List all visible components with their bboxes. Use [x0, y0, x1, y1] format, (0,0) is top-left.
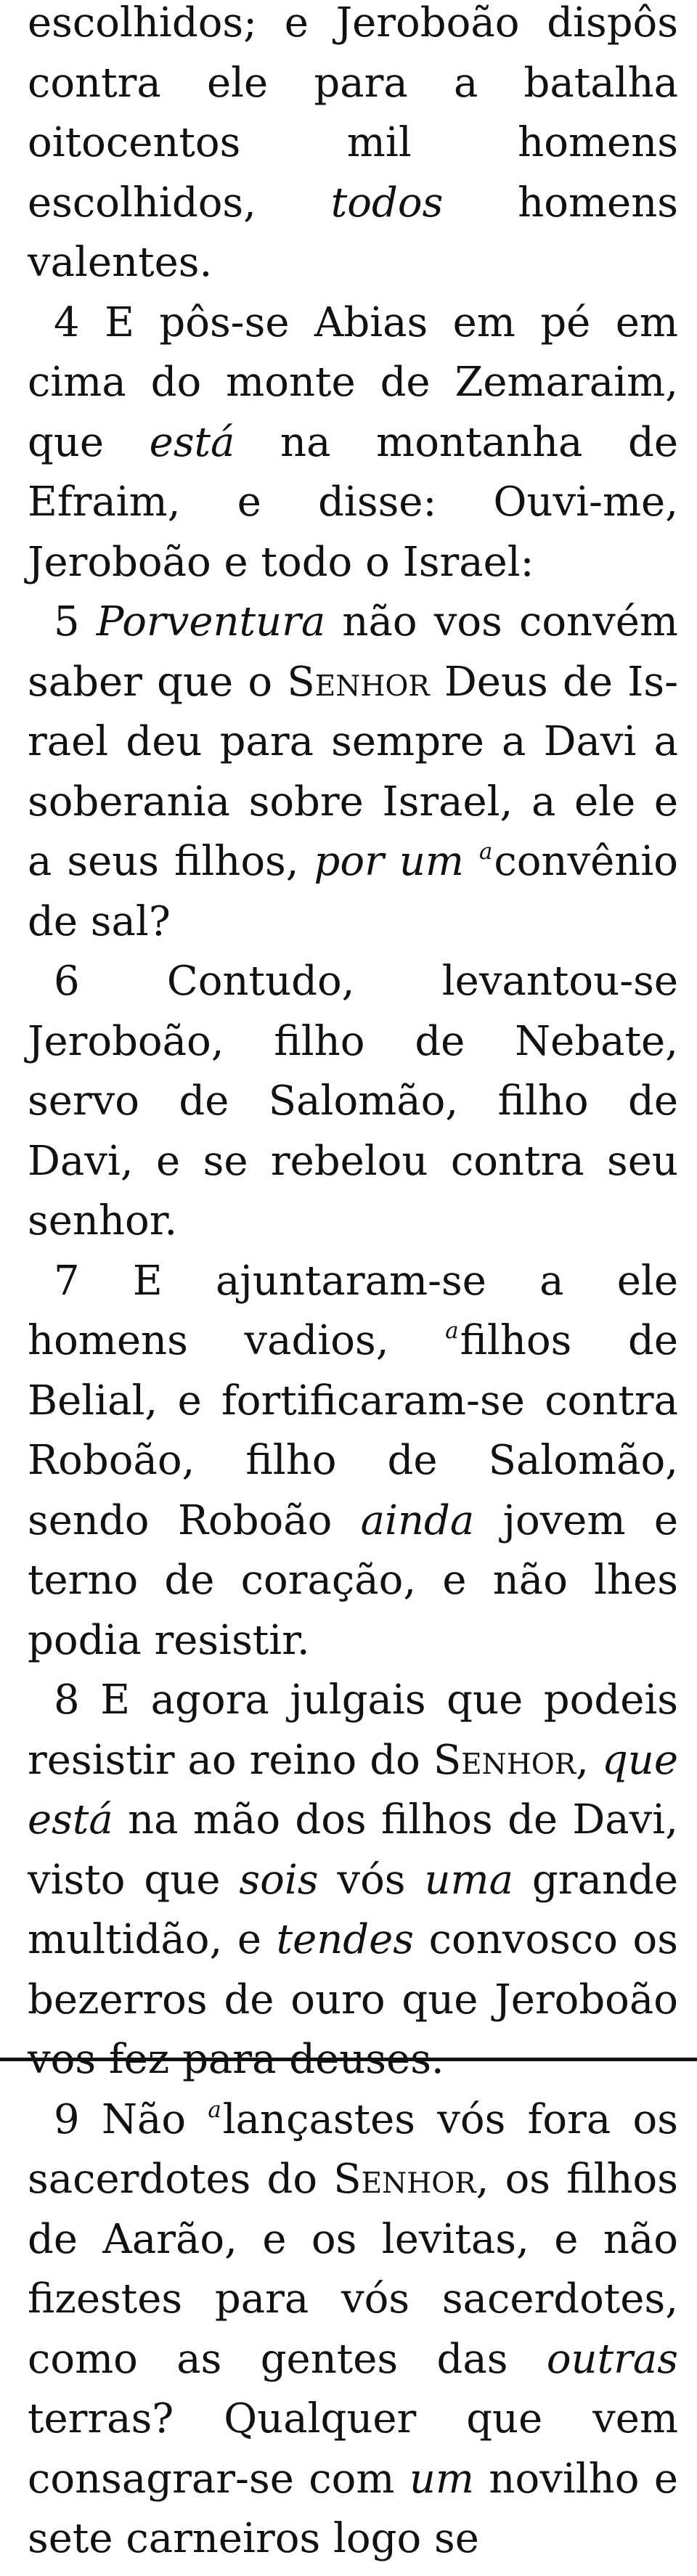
verse-7	[28, 1252, 678, 1671]
lord-small-caps: Senhor	[287, 658, 430, 706]
verse-text: na montanha de Efraim, e disse: Ouvi-me, Jeroboão e todo o Israel:	[28, 418, 679, 586]
verse-text: escolhidos; e Jeroboão dispôs contra ele para a batalha oitocentos mil homens escolhidos,	[28, 0, 678, 227]
verse-text: E agora julgais que podeis resistir ao reino do	[28, 1676, 678, 1784]
footnote-marker: a	[208, 2096, 221, 2123]
italic-text: ainda	[360, 1496, 475, 1544]
verse-number: 8	[54, 1676, 80, 1724]
italic-text: todos	[330, 179, 444, 227]
italic-text: outras	[546, 2335, 678, 2383]
verse-number: 6	[54, 958, 80, 1005]
verse-text: filhos de Belial, e fortificaram-se contra Roboão, filho de Salomão, sendo Roboão	[28, 1317, 678, 1544]
verse-text: não vos convém saber que o	[28, 598, 678, 706]
verse-text: E ajuntaram-se a ele homens vadios,	[28, 1257, 678, 1364]
verse-text: E pôs-se Abias em pé em cima do monte de Zemaraim, que	[28, 298, 678, 466]
footnote-marker: a	[478, 839, 493, 865]
italic-text: tendes	[276, 1916, 415, 1963]
verse-text: terras? Qualquer que vem consagrar-se com	[28, 2395, 678, 2503]
verse-6	[28, 952, 678, 1252]
verse-continuation	[28, 0, 678, 293]
verse-text: Deus de Israel deu para sempre a Davi a soberania sobre Israel, a ele e a seus filhos,	[28, 658, 678, 885]
verse-text: novilho e sete carneiros logo se	[28, 2455, 678, 2562]
verse-text: vós	[318, 1856, 425, 1904]
verse-number: 9	[54, 2095, 80, 2143]
verse-4	[28, 293, 678, 593]
verse-9	[28, 2090, 678, 2569]
verse-number: 5	[54, 598, 80, 645]
verse-text: convosco os bezerros de ouro que Jeroboão vos fez para deuses.	[28, 1916, 678, 2083]
verse-5	[28, 592, 678, 952]
verse-number: 7	[54, 1257, 80, 1305]
lord-small-caps: Senhor	[433, 1736, 576, 1784]
verse-8	[28, 1671, 678, 2090]
italic-text: uma	[424, 1856, 514, 1904]
italic-text: Porventura	[96, 598, 326, 645]
italic-text: está	[149, 418, 235, 466]
verse-text: convênio de sal?	[28, 838, 678, 945]
verse-text	[464, 838, 479, 885]
verse-text: grande multidão, e	[28, 1856, 678, 1963]
italic-text: por um	[314, 838, 465, 885]
footnote-marker: a	[445, 1318, 459, 1345]
verse-text: Contudo, levantou-se Jeroboão, filho de Nebate, servo de Salomão, filho de Davi, e se rebelou contra seu senhor.	[28, 958, 678, 1244]
verse-number: 4	[54, 298, 80, 346]
verse-text: jovem e terno de coração, e não lhes podia resistir.	[28, 1496, 678, 1664]
text-column	[28, 0, 678, 2569]
verse-text: , os filhos de Aarão, e os levitas, e não fizestes para vós sacerdotes, como as gentes das	[28, 2156, 678, 2383]
italic-text: que está	[28, 1736, 679, 1843]
italic-text: sois	[239, 1856, 319, 1904]
verse-text: lançastes vós fora os sacerdotes do	[28, 2095, 679, 2203]
verse-text: Não	[101, 2095, 208, 2143]
lord-small-caps: Senhor	[333, 2156, 476, 2203]
bottom-rule	[0, 2058, 697, 2061]
verse-text: ,	[576, 1736, 602, 1784]
italic-text: um	[409, 2455, 475, 2503]
verse-text: homens valentes.	[28, 179, 678, 286]
verse-text: na mão dos filhos de Davi, visto que	[28, 1796, 678, 1904]
